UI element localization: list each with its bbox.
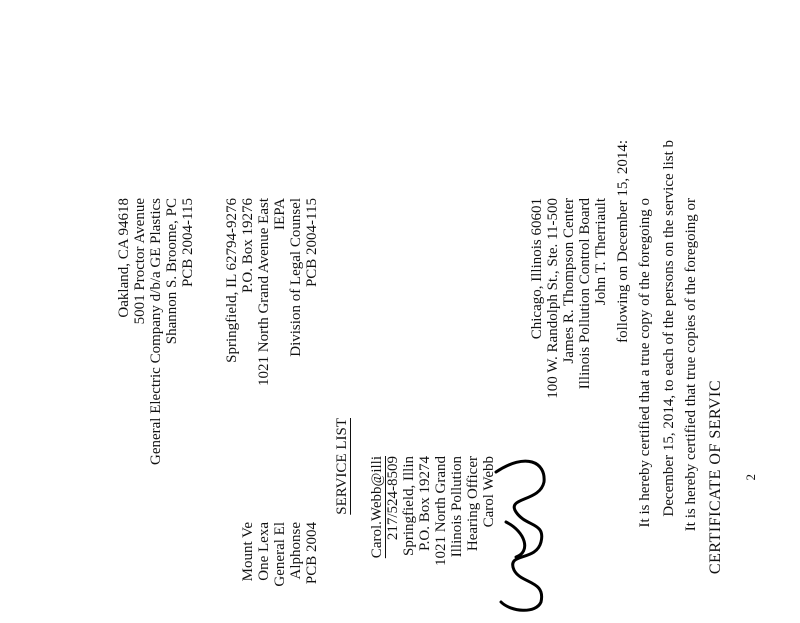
service-col2-line-6: Springfield, Illin: [401, 456, 417, 556]
certify-paragraph-line-2: December 15, 2014, to each of the persons on the service list b: [661, 140, 677, 517]
certify-paragraph2-line-2: following on December 15, 2014:: [615, 140, 631, 343]
certificate-heading: CERTIFICATE OF SERVIC: [707, 380, 724, 575]
service-col1b-line-4: 5001 Proctor Avenue: [132, 198, 148, 325]
certify-paragraph-line-1: It is hereby certified that true copies of the foregoing or: [683, 198, 699, 532]
service-col1-line-2: Division of Legal Counsel: [288, 198, 304, 357]
service-col1b-line-1: PCB 2004-115: [180, 198, 196, 288]
service-col1-line-5: P.O. Box 19276: [240, 198, 256, 294]
service-col2b-line-3: General El: [272, 522, 288, 587]
service-col1b-line-2: Shannon S. Broome, PC: [164, 198, 180, 345]
service-col1-line-4: 1021 North Grand Avenue East: [256, 198, 272, 387]
recipient-name: John T. Therriault: [593, 198, 609, 306]
service-col1b-line-3: General Electric Company d/b/a GE Plastics: [148, 198, 164, 466]
service-col2-line-3: Illinois Pollution: [449, 456, 465, 558]
service-col2-line-4: 1021 North Grand: [433, 456, 449, 566]
recipient-org: Illinois Pollution Control Board: [577, 198, 593, 390]
page-number: 2: [743, 474, 758, 481]
service-col2b-line-1: PCB 2004: [304, 522, 320, 585]
service-list-heading: SERVICE LIST: [334, 418, 350, 515]
service-col2-line-7: 217/524-8509: [385, 456, 401, 541]
service-col2b-line-5: Mount Ve: [240, 522, 256, 582]
service-col2-line-5: P.O. Box 19274: [417, 456, 433, 552]
service-col2-line-8: Carol.Webb@illi: [369, 456, 385, 559]
service-col2-line-1: Carol Webb: [481, 456, 497, 528]
service-col1-line-6: Springfield, IL 62794-9276: [224, 198, 240, 363]
service-col1b-line-5: Oakland, CA 94618: [116, 198, 132, 318]
service-col1-line-1: PCB 2004-115: [304, 198, 320, 288]
service-col1-line-3: IEPA: [272, 198, 288, 230]
service-col2-line-2: Hearing Officer: [465, 456, 481, 552]
certify-paragraph2-line-1: It is hereby certified that a true copy of the foregoing o: [637, 198, 653, 528]
recipient-street: 100 W. Randolph St., Ste. 11-500: [545, 198, 561, 399]
service-col2b-line-4: One Lexa: [256, 522, 272, 581]
recipient-city: Chicago, Illinois 60601: [529, 198, 545, 340]
service-col2b-line-2: Alphonse: [288, 522, 304, 580]
recipient-building: James R. Thompson Center: [561, 198, 577, 364]
